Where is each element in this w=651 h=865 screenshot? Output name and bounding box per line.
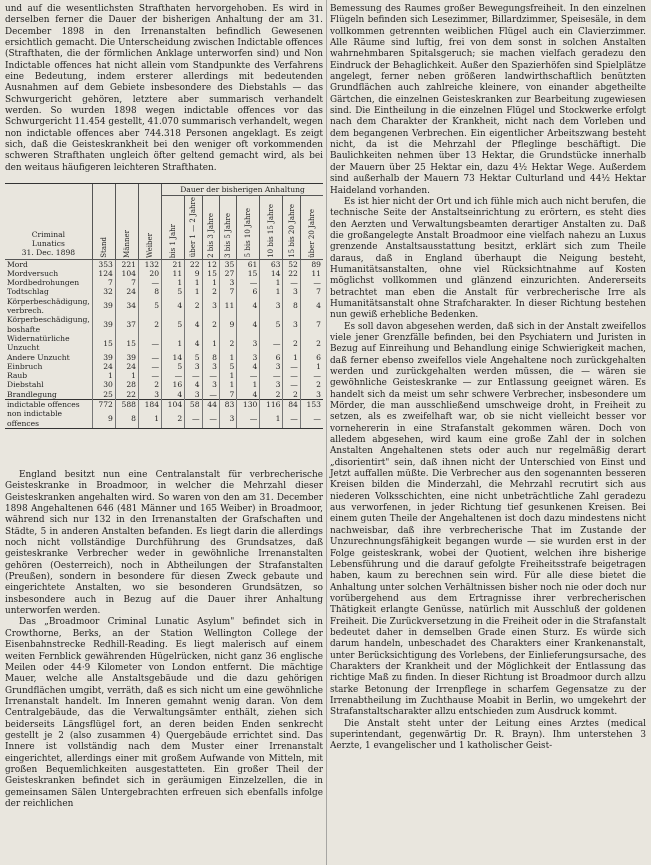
paragraph: Es soll davon abgesehen werden, daß sich in der Anstalt zweifellos viele jener Grenzfälle befinden, bei den Psychiatern und Juristen in Bezug auf Einreihung und Behandlung einige Schwierigkeit machen, daß ferner ebenso zweifellos viele Angehaltene noch zurückgehalten werden und zurückgehalten werden müssen, die — wären sie gewöhnliche Geisteskranke — zur Entlassung geeignet wären. Es handelt sich da meist um sehr schwere Verbrecher, insbesondere um Mörder, die man ausschließend umschweige droht, in Freiheit zu setzen, als es zweifelhaft war, ob sie nicht vielleicht besser vor vornehererin in eine Strafanstalt gekommen wären. Doch von alledem abgesehen, wird kaum eine große Zahl der in solchen Anstalten Angehaltenen stets oder auch nur regelmäßig derart „disorientirt" sein, daß ihnen nicht der Unterschied von Einst und Jetzt auffallen müßte. Die Verbrecher aus den sogenannten besseren Kreisen bilden die Minderzahl, die Mehrzahl recrutirt sich aus niederen Volksschichten, eine nicht unbeträchtliche Zahl geradezu aus verworfenen, in jeder Richtung tief gesunkenen Kreisen. Bei einem guten Theile der Angehaltenen ist doch dazu mindestens nicht nachweisbar, daß ihre verbrecherische That im Zustande der Unzurechnungsfähigkeit begangen wurde — sie wurden erst in der Folge geisteskrank, wobei der Quotient, welchen ihre bisherige Lebensführung und die darauf gefolgte Freiheitsstrafe beigetragen haben, kaum zu berechnen sein wird. Für alle diese bietet die Anhaltung unter solchen Verhältnissen bisher noch nie oder doch nur vorübergehend aus dem Ertragnisse ihrer verbrecherischen Thätigkeit erlangte Genüsse, natürlich mit Ausschluß der goldenen Freiheit. Die Zurückversetzung in die Freiheit oder in die Strafanstalt bedeutet daher in demselben Grade einen Sturz. Es würde sich darum handeln, unbeschadet des Charakters einer Krankenanstalt, unter Berücksichtigung des Vorlebens, der Einlieferungsursache, des Charakters der Krankheit und der Möglichkeit der Entlassung das richtige Maß zu finden. In dieser Richtung ist Broadmoor durch allzu starke Betonung der Irrenpflege in scharfem Gegensatze zu der Irrenabtheilung im Zuchthause Moabit in Berlin, wo umgekehrt der Strafanstaltscharakter allzu entschieden zum Ausdruck kommt.: [330, 321, 646, 718]
table-title-line3: 31. Dec. 1898: [21, 248, 76, 258]
table-cell: 34: [115, 297, 138, 316]
paragraph: Es ist hier nicht der Ort und ich fühle mich auch nicht berufen, die technische Seite der Anstaltseinrichtung zu erörtern, es steht dies den Aerzten und Verwaltungsbeamten derartiger Anstalten zu. Daß die großangelegte Anstalt Broadmoor eine vielfach nahezu an Luxus grenzende Anstaltsausstattung besitzt, erklärt sich zum Theile daraus, daß in England überhaupt die Neigung besteht, Humanitätsanstalten, ohne viel Rücksichtnahme auf Kosten möglichst vollkommen und glänzend einzurichten. Andererseits betrachtet man eben die Anstalt für verbrecherische Irre als Humanitätsanstalt ohne Strafcharakter. In dieser Richtung bestehen nun gewiß erhebliche Bedenken.: [330, 196, 646, 321]
column-group-header-dauer: Dauer der bisherigen Anhaltung: [162, 184, 323, 196]
table-row: [5, 297, 323, 316]
table-cell: 4: [162, 297, 185, 316]
table-cell: 104: [115, 269, 138, 278]
table-cell: 84: [283, 400, 300, 410]
table-row: [5, 371, 323, 380]
table-cell: 3: [219, 278, 236, 287]
column-header-dauer: [162, 196, 185, 259]
column-header-dauer: [283, 196, 300, 259]
paragraph: und auf die wesentlichsten Strafthaten hervorgehoben. Es wird in derselben ferner die Dauer der bisherigen Anhaltung der am 31. December 1898 in den Irrenanstalten befindlich Gewesenen ersichtlich gemacht. Die Unterscheidung zwischen Indictable offences (Strafthaten, die der förmlichen Anklage unterworfen sind) und Non Indictable offences hat nicht allein vom Standpunkte des Verfahrens eine Bedeutung, indem ersterer allerdings mit bedeutenden Ausnahmen auf dem Gebiete insbesondere des Diebstahls — das Schwurgericht gehören, letztere aber summarisch verhandelt werden. So wurden 1898 wegen indictable offences vor das Schwurgericht 11.454 gestellt, 41.070 summarisch verhandelt, wegen non indictable offences aber 744.318 Personen angeklagt. Es zeigt sich, daß die Geisteskrankheit bei den weniger oft vorkommenden schweren Strafthaten ungleich öfter geltend gemacht wird, als bei den weitaus häufigeren leichteren Strafthaten.: [5, 4, 323, 173]
table-cell: 4: [162, 390, 185, 400]
table-row: [5, 287, 323, 296]
table-cell: —: [313, 413, 321, 423]
table-cell: —: [260, 334, 283, 353]
row-label: indictable offences: [5, 400, 92, 410]
table-cell: 7: [219, 287, 236, 296]
table-cell: —: [237, 371, 260, 380]
table-row: [5, 315, 323, 334]
table-cell: 24: [92, 362, 115, 371]
table-row: [5, 278, 323, 287]
table-cell: 4: [185, 380, 202, 389]
table-cell: 4: [237, 390, 260, 400]
table-cell: 12: [202, 259, 219, 269]
column-header-dauer: [202, 196, 219, 259]
table-cell: 37: [115, 315, 138, 334]
table-cell: 2: [283, 334, 300, 353]
table-cell: 2: [162, 409, 185, 428]
table-cell: 1: [283, 353, 300, 362]
table-cell: 15: [202, 269, 219, 278]
table-cell: 3: [237, 334, 260, 353]
table-row: [5, 390, 323, 400]
table-cell: 5: [185, 353, 202, 362]
table-cell: 2: [202, 315, 219, 334]
table-cell: 1: [202, 278, 219, 287]
table-cell: —: [138, 371, 161, 380]
table-cell: 3: [185, 362, 202, 371]
table-cell: 2: [185, 297, 202, 316]
table-cell: 5: [162, 362, 185, 371]
table-cell: 3: [219, 409, 236, 428]
table-cell: 1: [237, 380, 260, 389]
table-cell: 8: [138, 287, 161, 296]
column-header-stand: Stand: [99, 236, 108, 258]
table-cell: —: [138, 353, 161, 362]
table-cell: —: [260, 371, 283, 380]
table-cell: 5: [219, 362, 236, 371]
table-title-line2: Lunatics: [31, 238, 65, 248]
table-cell: —: [313, 371, 321, 381]
table-cell: 2: [283, 390, 300, 400]
table-cell: 130: [237, 400, 260, 410]
table-cell: 4: [237, 315, 260, 334]
row-label: Einbruch: [5, 362, 92, 371]
paragraph: England besitzt nun eine Centralanstalt für verbrecherische Geisteskranke in Broadmoor, in welcher die Mehrzahl dieser Geisteskranken angehalten wird. So waren von den am 31. December 1898 Angehaltenen 646 (481 Männer und 165 Weiber) in Broadmoor, während sich nur 132 in den Irrenanstalten der Grafschaften und Städte, 5 in anderen Anstalten befanden. Es liegt darin die allerdings noch nicht vollständige Durchführung des Grundsatzes, daß geisteskranke Verbrecher weder in gewöhnliche Irrenanstalten gehören (Oesterreich), noch in Abtheilungen der Strafanstalten (Preußen), sondern in besondere für diesen Zweck gebaute und eingerichtete Anstalten, wo sie besonderen Grundsätzen, so insbesondere auch in Bezug auf die Dauer ihrer Anhaltung unterworfen werden.: [5, 470, 323, 617]
column-header-dauer: [300, 196, 323, 259]
table-cell: 5: [162, 287, 185, 296]
row-label: Raub: [5, 371, 92, 380]
table-cell: 89: [311, 259, 321, 269]
table-cell: 221: [115, 259, 138, 269]
table-cell: 4: [316, 301, 321, 311]
table-cell: 3: [260, 297, 283, 316]
table-cell: 1: [185, 278, 202, 287]
row-label: Diebstahl: [5, 380, 92, 389]
table-cell: 8: [202, 353, 219, 362]
table-cell: 6: [316, 352, 321, 362]
table-cell: 124: [92, 269, 115, 278]
table-cell: 83: [219, 400, 236, 410]
table-cell: 2: [260, 390, 283, 400]
table-cell: 44: [202, 400, 219, 410]
table-cell: 58: [185, 400, 202, 410]
table-cell: —: [138, 278, 161, 287]
table-cell: 1: [202, 334, 219, 353]
table-cell: —: [202, 371, 219, 380]
column-header-dauer-label: über 20 Jahre: [307, 208, 316, 258]
table-cell: 63: [260, 259, 283, 269]
table-cell: 16: [162, 380, 185, 389]
table-cell: 39: [92, 315, 115, 334]
table-cell: —: [313, 278, 321, 288]
table-cell: 14: [260, 269, 283, 278]
row-label: non indictable offences: [5, 409, 92, 428]
table-cell: 5: [260, 315, 283, 334]
table-cell: 7: [115, 278, 138, 287]
table-cell: 8: [283, 297, 300, 316]
paragraph: Die Anstalt steht unter der Leitung eines Arztes (medical superintendant, gegenwärtig Dr. R. Brayn). Ihm unterstehen 3 Aerzte, 1 evangelischer und 1 katholischer Geist-: [330, 718, 646, 752]
table-cell: 22: [185, 259, 202, 269]
table-cell: 7: [219, 390, 236, 400]
table-cell: —: [202, 390, 219, 400]
table-cell: 15: [92, 334, 115, 353]
table-cell: —: [185, 371, 202, 380]
paragraph: Bemessung des Raumes großer Bewegungsfreiheit. In den einzelnen Flügeln befinden sich Lesezimmer, Billardzimmer, Speisesäle, in dem vollkommen getrennten weiblichen Flügel auch ein Clavierzimmer. Alle Räume sind luftig, frei von dem sonst in solchen Anstalten wahrnehmbaren Spitalsgeruch; sie machen vielfach geradezu den Eindruck der Behaglichkeit. Außer den Spazierhöfen sind Spielplätze angelegt, ferner neben größeren landwirthschaftlich benützten Grundflächen auch zahlreiche kleinere, von einander abgetheilte Gärtchen, die einzelnen Geisteskranken zur Bearbeitung zugewiesen sind. Die Eintheilung in die einzelnen Flügel und Stockwerke erfolgt nach dem Charakter der Krankheit, nicht nach dem Vorleben und dem begangenen Verbrechen. Ein eigentlicher Arbeitszwang besteht nicht, da ist die Mehrzahl der Pfleglinge beschäftigt. Die Baulichkeiten nehmen über 13 Hektar, die Grundstücke innerhalb der Mauern über 25 Hektar ein, dazu 4½ Hektar Wege. Außerdem sind außerhalb der Mauern 73 Hektar Culturland und 44½ Hektar Haideland vorhanden.: [330, 4, 646, 196]
table-cell: 1: [92, 371, 115, 380]
table-cell: 39: [92, 297, 115, 316]
column-header-dauer-label: 10 bis 15 Jahre: [267, 203, 276, 258]
table-cell: 3: [202, 297, 219, 316]
table-cell: 2: [202, 287, 219, 296]
row-label: Mord: [5, 259, 92, 269]
row-label: Andere Unzucht: [5, 353, 92, 362]
table-cell: 5: [162, 315, 185, 334]
row-label: Körperbeschädigung, boshafte: [5, 315, 92, 334]
table-cell: 4: [237, 297, 260, 316]
table-cell: 2: [138, 380, 161, 389]
table-cell: 2: [219, 334, 236, 353]
table-row: [5, 380, 323, 389]
table-cell: 1: [115, 371, 138, 380]
table-cell: 30: [92, 380, 115, 389]
table-cell: 1: [219, 380, 236, 389]
table-cell: 1: [162, 278, 185, 287]
table-cell: 132: [138, 259, 161, 269]
column-header-dauer: [185, 196, 202, 259]
table-cell: 7: [92, 278, 115, 287]
table-title-line1: Criminal: [31, 229, 66, 239]
table-row: [5, 400, 323, 410]
table-cell: 35: [219, 259, 236, 269]
column-header-dauer-label: bis 1 Jahr: [169, 223, 178, 258]
row-label: Mordbedrohungen: [5, 278, 92, 287]
table-cell: 3: [138, 390, 161, 400]
table-cell: —: [237, 409, 260, 428]
table-cell: 3: [202, 380, 219, 389]
table-cell: 8: [115, 409, 138, 428]
row-label: Todtschlag: [5, 287, 92, 296]
left-column-top: [5, 4, 323, 174]
table-cell: 27: [219, 269, 236, 278]
column-header-dauer-label: 2 bis 3 Jahre: [206, 212, 215, 258]
table-cell: 3: [237, 353, 260, 362]
table-cell: 6: [237, 287, 260, 296]
right-column: [330, 4, 646, 753]
table-cell: 5: [138, 297, 161, 316]
row-label: Widernatürliche Unzucht: [5, 334, 92, 353]
table-cell: 21: [162, 259, 185, 269]
table-cell: 11: [162, 269, 185, 278]
table-cell: 61: [237, 259, 260, 269]
table-cell: 28: [115, 380, 138, 389]
table-cell: —: [138, 362, 161, 371]
table-cell: 9: [185, 269, 202, 278]
table-cell: —: [283, 278, 300, 287]
table-cell: 39: [115, 353, 138, 362]
table-cell: 22: [115, 390, 138, 400]
table-cell: 9: [219, 315, 236, 334]
table-row: [5, 259, 323, 269]
table-cell: 1: [316, 361, 321, 371]
table-cell: 11: [219, 297, 236, 316]
table-cell: 4: [185, 334, 202, 353]
table-row: [5, 269, 323, 278]
table-cell: —: [237, 278, 260, 287]
table-cell: 2: [316, 380, 321, 390]
table-cell: 32: [92, 287, 115, 296]
table-cell: 3: [260, 362, 283, 371]
table-cell: 1: [162, 334, 185, 353]
table-cell: —: [283, 409, 300, 428]
table-row: [5, 409, 323, 428]
table-cell: 184: [138, 400, 161, 410]
table-cell: 116: [260, 400, 283, 410]
column-header-dauer-label: 5 bis 10 Jahre: [244, 208, 253, 258]
table-cell: —: [283, 362, 300, 371]
table-cell: 588: [115, 400, 138, 410]
table-cell: 353: [92, 259, 115, 269]
table-row: [5, 334, 323, 353]
table-cell: 7: [316, 287, 321, 297]
table-cell: 2: [138, 315, 161, 334]
table-cell: 7: [316, 319, 321, 329]
table-cell: 52: [283, 259, 300, 269]
table-cell: 20: [138, 269, 161, 278]
table-cell: 24: [115, 362, 138, 371]
column-divider: [326, 0, 327, 865]
table-cell: 11: [311, 268, 321, 278]
table-cell: 3: [202, 362, 219, 371]
criminal-lunatics-table: [5, 183, 323, 429]
column-header-maenner: Männer: [122, 229, 131, 258]
table-cell: 772: [92, 400, 115, 410]
table-cell: 3: [316, 389, 321, 399]
column-header-dauer-label: über 1 — 2 Jahre: [189, 197, 198, 258]
table-cell: 1: [260, 287, 283, 296]
column-header-dauer: [237, 196, 260, 259]
table-cell: 25: [92, 390, 115, 400]
table-row: [5, 353, 323, 362]
row-label: Körperbeschädigung, verbrech.: [5, 297, 92, 316]
row-label: Mordversuch: [5, 269, 92, 278]
table-cell: —: [283, 371, 300, 380]
table-row: [5, 362, 323, 371]
paragraph: Das „Broadmoor Criminal Lunatic Asylum" befindet sich in Crowthorne, Berks, an der Station Wellington College der Eisenbahnstrecke Redhill-Reading. Es liegt malerisch auf einem weiten Fernblick gewährenden Hügelrücken, nicht ganz 36 englische Meilen oder 44·9 Kilometer von London entfernt. Die mächtige Mauer, welche alle Anstaltsgebäude und die dazu gehörigen Grundflächen umgibt, verräth, daß es sich nicht um eine gewöhnliche Irrenanstalt handelt. Im Inneren gemahnt wenig daran. Von dem Centralgebäude, das die Verwaltungsämter enthält, ziehen sich beiderseits Längsflügel fort, an deren beiden Enden senkrecht gestellt je 2 (also zusammen 4) Quergebäude errichtet sind. Das Innere ist vollständig nach dem Muster einer Irrenanstalt eingerichtet, allerdings einer mit großem Aufwande von Mitteln, mit großen Bequemlichkeiten ausgestatteten. Ein großer Theil der Geisteskranken befindet sich in geräumigen Einzelzellen, die in gemeinsamen Sälen Untergebrachten erfreuen sich ebenfalls infolge der reichlichen: [5, 617, 323, 809]
table-cell: 24: [115, 287, 138, 296]
table-cell: 1: [138, 409, 161, 428]
table-cell: 3: [283, 315, 300, 334]
table-cell: 2: [316, 338, 321, 348]
table-cell: 3: [185, 390, 202, 400]
table-cell: —: [202, 409, 219, 428]
table-cell: 104: [162, 400, 185, 410]
table-cell: 14: [162, 353, 185, 362]
column-header-dauer: [219, 196, 236, 259]
table-cell: 153: [300, 400, 323, 410]
table-cell: —: [283, 380, 300, 389]
table-cell: 22: [283, 269, 300, 278]
table-cell: 15: [237, 269, 260, 278]
table-cell: 1: [260, 278, 283, 287]
table-cell: 39: [92, 353, 115, 362]
column-header-dauer: [260, 196, 283, 259]
table-cell: —: [185, 409, 202, 428]
table-cell: 1: [185, 287, 202, 296]
table-cell: 3: [283, 287, 300, 296]
table-cell: 9: [92, 409, 115, 428]
column-header-weiber: Weiber: [146, 232, 155, 258]
left-column-bottom: [5, 470, 323, 810]
table-cell: 4: [237, 362, 260, 371]
row-label: Brandlegung: [5, 390, 92, 400]
table-cell: —: [138, 334, 161, 353]
table-cell: 6: [260, 353, 283, 362]
column-header-dauer-label: 15 bis 20 Jahre: [287, 203, 296, 258]
table-cell: 1: [260, 409, 283, 428]
table-cell: 1: [219, 371, 236, 380]
table-cell: —: [162, 371, 185, 380]
table-cell: 3: [260, 380, 283, 389]
column-header-dauer-label: 3 bis 5 Jahre: [224, 212, 233, 258]
table-cell: 1: [219, 353, 236, 362]
table-cell: 15: [115, 334, 138, 353]
table-cell: 4: [185, 315, 202, 334]
